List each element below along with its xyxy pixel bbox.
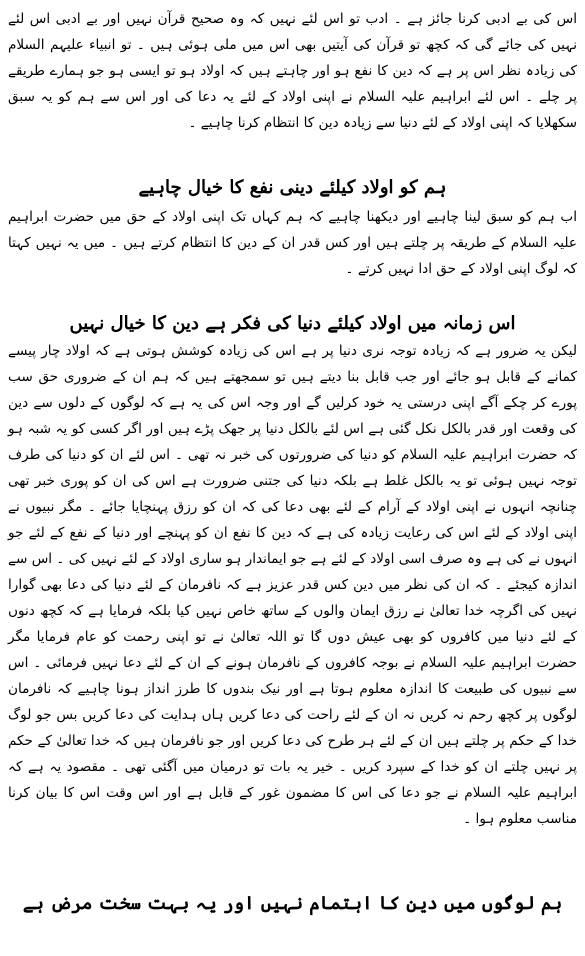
document-page — [8, 6, 577, 950]
paragraph-2: اب ہم کو سبق لینا چاہیے اور دیکھنا چاہیے کہ ہم کہاں تک اپنی اولاد کے حق میں حضرت ابراہیم علیہ السلام کے طریقہ پر چلتے ہیں اور کس قدر ان کے دین کا انتظام کرتے ہیں ۔ میں یہ نہیں کہتا کہ لوگ اپنی اولاد کے حق ادا نہیں کرتے ۔ — [8, 209, 577, 277]
heading-1: ہم کو اولاد کیلئے دینی نفع کا خیال چاہیے — [138, 177, 447, 198]
paragraph-1: اس کی بے ادبی کرنا جائز ہے ۔ ادب تو اس لئے نہیں کہ وہ صحیح قرآن نہیں اور بے ادبی اس لئے نہیں کی جائے گی کہ کچھ تو قرآن کی آیتیں بھی اس میں ملی ہوئی ہیں ۔ تو انبیاء علیہم السلام کی زیادہ نظر اس پر ہے کہ دین کا نفع ہو اور چاہتے ہیں کہ اولاد ہو تو ایسی ہو جو ہمارے طریقے پر چلے ۔ اس لئے ابراہیم علیہ السلام نے اپنی اولاد کے لئے یہ دعا کی اور اس سے ہم کو یہ سبق سکھلایا کہ اپنی اولاد کے لئے دنیا سے زیادہ دین کا انتظام کرنا چاہیے ۔ — [8, 11, 577, 131]
paragraph-3: لیکن یہ ضرور ہے کہ زیادہ توجہ نری دنیا پر ہے اس کی زیادہ کوشش ہوتی ہے کہ اولاد چار پیسے کمانے کے قابل ہو جائے اور جب قابل بنا دیتے ہیں تو سمجھتے ہیں کہ ہم ان کے ضروری حق سب پورے کر چکے آگے اپنی درستی یہ خود کرلیں گے اور وجہ اس کی یہ ہے کہ لوگوں کے دلوں سے دین کی وقعت اور قدر بالکل نکل گئی ہے اس لئے بالکل دنیا پر جھک پڑے ہیں اور اگر کسی کو یہ شبہ ہو کہ حضرت ابراہیم علیہ السلام کو دنیا کی ضرورتوں کی خبر نہ تھی ۔ اس لئے ان کو دنیا کی طرف توجہ نہیں ہوئی تو یہ بالکل غلط ہے بلکہ دنیا کی جتنی ضرورت ہے اس کی ان کو پوری خبر تھی چنانچہ انہوں نے اپنی اولاد کے آرام کے لئے بھی دعا کی کہ ان کو رزق پہنچایا جائے ۔ مگر نبیوں نے اپنی اولاد کے لئے اس کی رعایت زیادہ کی ہے کہ دین کا نفع ان کو پہنچے اور دنیا کے نفع کے لئے جو انہوں نے کی ہے وہ صرف اسی اولاد کے لئے ہے جو ایماندار ہو ساری اولاد کے لئے نہیں کی ۔ اس سے اندازہ کیجئے ۔ کہ ان کی نظر میں دین کس قدر عزیز ہے کہ نافرمان کے لئے دنیا کی دعا بھی گوارا نہیں کی اگرچہ خدا تعالیٰ نے رزق ایمان والوں کے ساتھ خاص نہیں کیا بلکہ فرمایا ہے کہ کچھ دنوں کے لئے دنیا میں کافروں کو بھی عیش دوں گا تو اللہ تعالیٰ نے تو اپنی رحمت کو عام فرمایا مگر حضرت ابراہیم علیہ السلام نے بوجہ کافروں کے نافرمان ہونے کے ان کے لئے دعا نہیں فرمائی ۔ اس سے نبیوں کی طبیعت کا اندازہ معلوم ہوتا ہے اور نیک بندوں کا طرز انداز ہونا چاہیے کہ نافرمان لوگوں پر کچھ رحم نہ کریں نہ ان کے لئے راحت کی دعا کریں ہاں ہدایت کی دعا کریں بس جو لوگ خدا کے حکم پر چلتے ہیں ان کے لئے ہر طرح کی دعا کریں اور جو نافرمان ہیں کہ خدا تعالیٰ کے حکم پر نہیں چلتے ان کو خدا کے سپرد کریں ۔ خیر یہ بات تو درمیان میں آگئی تھی ۔ مقصود یہ ہے کہ ابراہیم علیہ السلام نے جو دعا کی اس کا مضمون غور کے قابل ہے اور اس وقت اس کا بیان کرنا مناسب معلوم ہوا ۔ — [8, 343, 577, 827]
heading-2: اس زمانہ میں اولاد کیلئے دنیا کی فکر ہے دین کا خیال نہیں — [69, 313, 516, 334]
heading-3: ہم لوگوں میں دین کا اہتمام نہیں اور یہ بہت سخت مرض ہے — [22, 893, 563, 914]
